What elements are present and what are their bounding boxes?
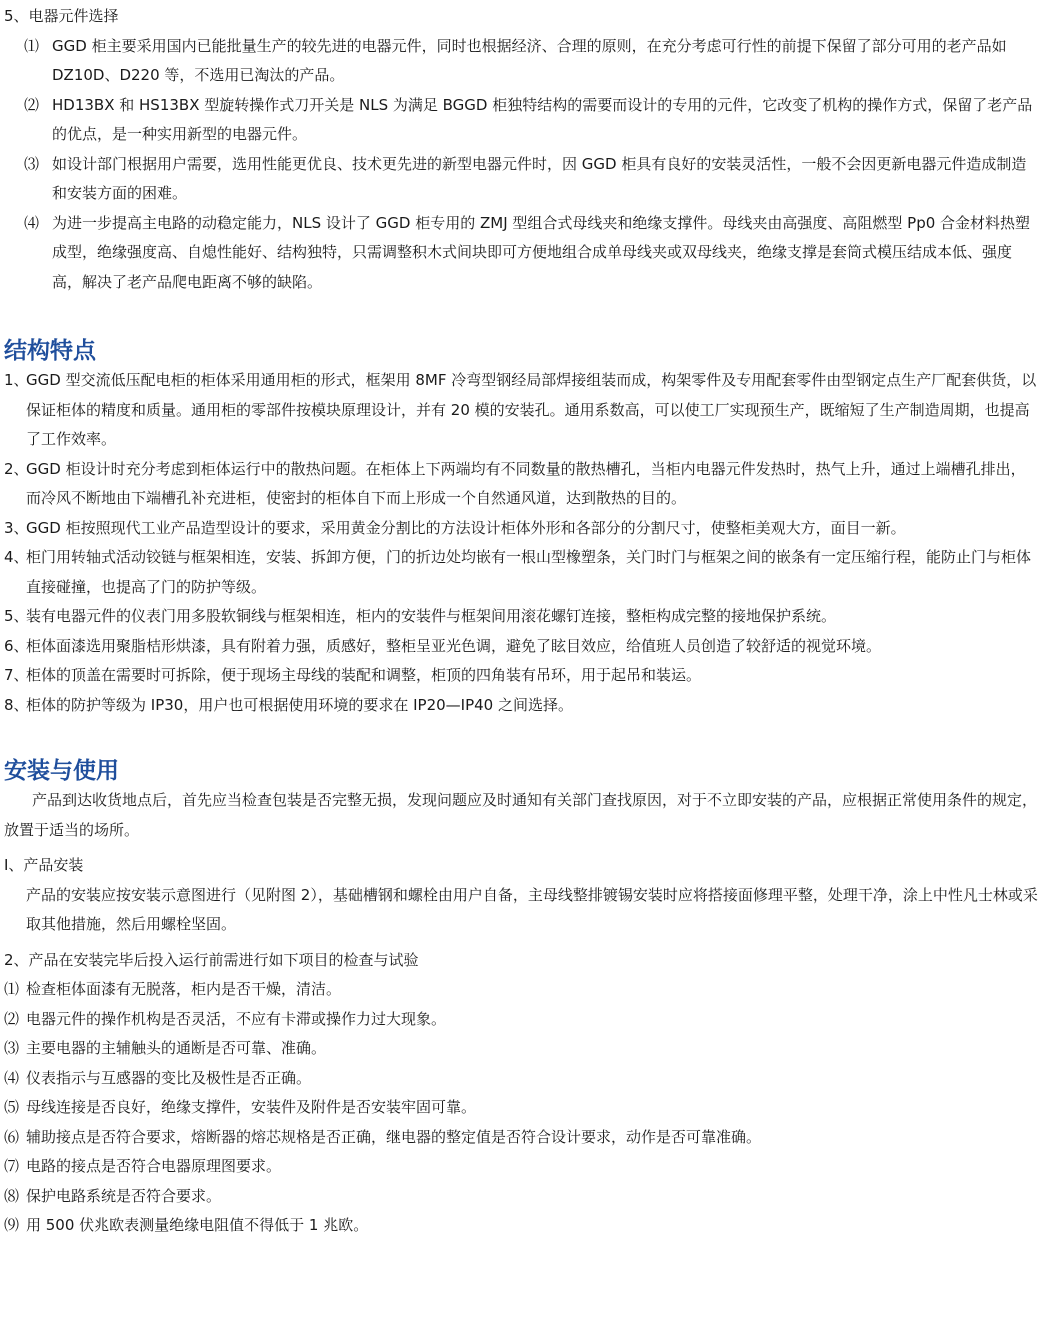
item-number: ⑴: [4, 980, 20, 998]
item-text: HD13BX 和 HS13BX 型旋转操作式刀开关是 NLS 为满足 BGGD 柜独特结构的需要而设计的专用的元件，它改变了机构的操作方式，保留了老产品的优点，是一种实用新型的电器元件。: [52, 95, 1033, 143]
item-text: 主要电器的主辅触头的通断是否可靠、准确。: [26, 1039, 327, 1057]
item-number: ⑷: [4, 1068, 20, 1087]
list-item: [4, 366, 1040, 455]
item-text: GGD 柜设计时充分考虑到柜体运行中的散热问题。在柜体上下两端均有不同数量的散热槽孔，当柜内电器元件发热时，热气上升，通过上端槽孔排出，而冷风不断地由下端槽孔补充进柜，使密封的柜体自下而上形成一个自然通风道，达到散热的目的。: [26, 459, 1026, 507]
item-number: ⑻: [4, 1186, 20, 1205]
check-item: [4, 1005, 1040, 1035]
check-item: [4, 1182, 1040, 1212]
installation-section: [4, 756, 1040, 1241]
item-number: 3、: [4, 518, 29, 537]
item-text: 柜体面漆选用聚脂桔形烘漆，具有附着力强，质感好，整柜呈亚光色调，避免了眩目效应，给值班人员创造了较舒适的视觉环境。: [26, 636, 882, 655]
item-number: ⑶: [4, 1039, 20, 1057]
list-item: [4, 455, 1040, 514]
item-number: ⑵: [4, 1009, 20, 1028]
check-item: [4, 1123, 1040, 1153]
item-text: 柜体的防护等级为 IP30，用户也可根据使用环境的要求在 IP20—IP40 之间选择。: [26, 695, 573, 714]
item-number: ⑴: [24, 36, 40, 55]
check-item: [4, 1211, 1040, 1241]
item-text: 柜门用转轴式活动铰链与框架相连，安装、拆卸方便，门的折边处均嵌有一根山型橡塑条，关门时门与框架之间的嵌条有一定压缩行程，能防止门与柜体直接碰撞，也提高了门的防护等级。: [26, 548, 1032, 596]
check-item: [4, 1093, 1040, 1123]
structure-section: [4, 336, 1040, 720]
item-number: ⑼: [4, 1216, 20, 1234]
subheading-install: I、产品安装: [4, 856, 84, 874]
check-item: [4, 1064, 1040, 1094]
item-number: 8、: [4, 695, 29, 714]
section-gap: [4, 720, 1040, 756]
component-selection-section: [4, 2, 1040, 297]
list-item: [4, 543, 1040, 602]
item-text: 保护电路系统是否符合要求。: [26, 1186, 222, 1205]
item-text: 辅助接点是否符合要求，熔断器的熔芯规格是否正确，继电器的整定值是否符合设计要求，动作是否可靠准确。: [26, 1127, 762, 1146]
list-item: [4, 150, 1040, 209]
section-title: 安装与使用: [4, 758, 119, 784]
list-item: [4, 602, 1040, 632]
list-item: [4, 632, 1040, 662]
intro-paragraph: 产品到达收货地点后，首先应当检查包装是否完整无损，发现问题应及时通知有关部门查找原因，对于不立即安装的产品，应根据正常使用条件的规定，放置于适当的场所。: [4, 791, 1038, 839]
item-number: ⑵: [24, 95, 40, 114]
item-text: 电路的接点是否符合电器原理图要求。: [26, 1157, 282, 1175]
section-gap: [4, 297, 1040, 336]
item-text: GGD 型交流低压配电柜的柜体采用通用柜的形式，框架用 8MF 冷弯型钢经局部焊接组装而成，构架零件及专用配套零件由型钢定点生产厂配套供货，以保证柜体的精度和质量。通用柜的零部件按模块原理设计，并有 20 模的安装孔。通用系数高，可以使工厂实现预生产，既缩短了生产制造周期，也提高了工作效率。: [26, 371, 1037, 448]
item-number: ⑷: [24, 213, 40, 232]
item-text: 仪表指示与互感器的变比及极性是否正确。: [26, 1068, 312, 1087]
item-number: 2、: [4, 459, 29, 478]
item-text: GGD 柜主要采用国内已能批量生产的较先进的电器元件，同时也根据经济、合理的原则，在充分考虑可行性的前提下保留了部分可用的老产品如 DZ10D、D220 等，不选用已淘汰的产品。: [52, 36, 1007, 84]
item-text: 电器元件的操作机构是否灵活，不应有卡滞或操作力过大现象。: [26, 1009, 447, 1028]
item-number: ⑶: [24, 154, 40, 173]
item-number: ⑺: [4, 1157, 20, 1175]
item-number: 7、: [4, 666, 29, 684]
item-text: 用 500 伏兆欧表测量绝缘电阻值不得低于 1 兆欧。: [26, 1216, 369, 1234]
item-text: 为进一步提高主电路的动稳定能力，NLS 设计了 GGD 柜专用的 ZMJ 型组合式母线夹和绝缘支撑件。母线夹由高强度、高阻燃型 Pp0 合金材料热塑成型，绝缘强度高、自熄性能好、结构独特，只需调整积木式间块即可方便地组合成单母线夹或双母线夹，绝缘支撑是套筒式模压结成本低、强度高，解决了老产品爬电距离不够的缺陷。: [52, 213, 1031, 291]
item-text: 柜体的顶盖在需要时可拆除，便于现场主母线的装配和调整，柜顶的四角装有吊环，用于起吊和装运。: [26, 666, 702, 684]
item-number: ⑸: [4, 1098, 20, 1116]
list-item: [4, 91, 1040, 150]
item-text: 装有电器元件的仪表门用多股软铜线与框架相连，柜内的安装件与框架间用滚花螺钉连接，整柜构成完整的接地保护系统。: [26, 607, 837, 625]
item-text: 母线连接是否良好，绝缘支撑件，安装件及附件是否安装牢固可靠。: [26, 1098, 477, 1116]
list-item: [4, 691, 1040, 721]
item-text: GGD 柜按照现代工业产品造型设计的要求，采用黄金分割比的方法设计柜体外形和各部分的分割尺寸，使整柜美观大方，面目一新。: [26, 518, 906, 537]
list-item: [4, 661, 1040, 691]
list-item: [4, 32, 1040, 91]
check-item: [4, 1034, 1040, 1064]
item-number: 4、: [4, 548, 29, 566]
section-title: 结构特点: [4, 338, 96, 364]
check-item: [4, 975, 1040, 1005]
item-text: 检查柜体面漆有无脱落，柜内是否干燥，清洁。: [26, 980, 342, 998]
list-item: [4, 514, 1040, 544]
item-number: 6、: [4, 636, 29, 655]
item-number: 1、: [4, 371, 29, 389]
subheading-checks: 2、产品在安装完毕后投入运行前需进行如下项目的检查与试验: [4, 950, 419, 969]
item-number: 5、: [4, 607, 29, 625]
component-selection-heading: 5、电器元件选择: [4, 7, 119, 25]
check-item: [4, 1152, 1040, 1182]
install-paragraph: 产品的安装应按安装示意图进行（见附图 2），基础槽钢和螺栓由用户自备，主母线整排镀锡安装时应将搭接面修理平整，处理干净，涂上中性凡士林或采取其他措施，然后用螺栓坚固。: [26, 885, 1038, 933]
item-number: ⑹: [4, 1127, 20, 1146]
list-item: [4, 209, 1040, 298]
item-text: 如设计部门根据用户需要，选用性能更优良、技术更先进的新型电器元件时，因 GGD 柜具有良好的安装灵活性，一般不会因更新电器元件造成制造和安装方面的困难。: [52, 154, 1027, 202]
